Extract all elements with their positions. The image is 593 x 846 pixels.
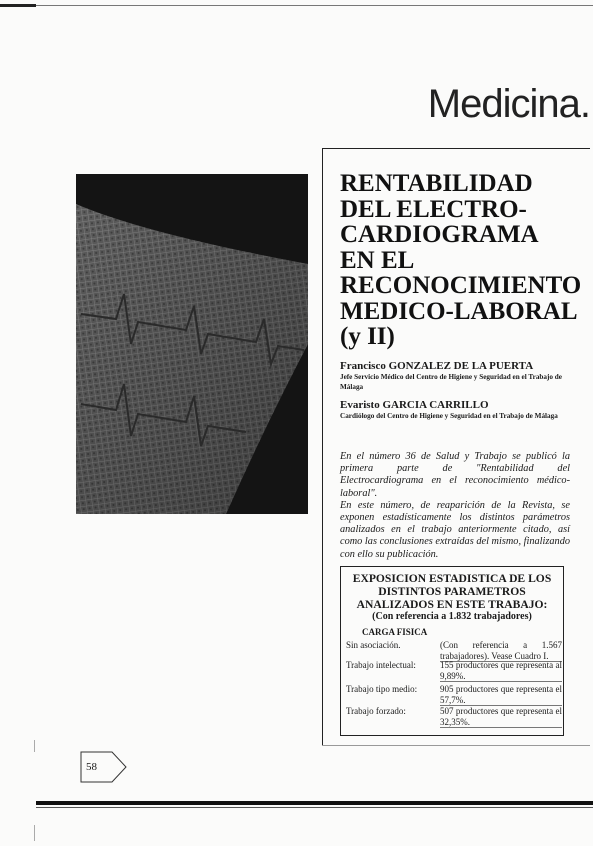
author-role: Cardiólogo del Centro de Higiene y Seguridad en el Trabajo de Málaga [340, 412, 558, 420]
stats-row-label: Sin asociación. [346, 640, 401, 650]
lead-text: En el número 36 de Salud y Trabajo se publicó la primera parte de "Rentabilidad del Electrocardiograma en el reconocimiento médico-laboral". [340, 451, 570, 499]
stats-row-label: Trabajo tipo medio: [346, 684, 418, 694]
stats-box-subtitle: (Con referencia a 1.832 trabajadores) [372, 611, 532, 622]
frame-top-rule [322, 148, 590, 149]
lead-paragraph [340, 451, 570, 561]
stats-row-label: Trabajo forzado: [346, 706, 406, 716]
ecg-photo [76, 174, 308, 514]
margin-mark [34, 825, 35, 841]
frame-bottom-rule [322, 745, 590, 746]
top-rule-mark [0, 4, 36, 7]
stats-row-value: 507 productores que representa el 32,35%. [440, 706, 562, 727]
stats-row-value: 905 productores que representa el 57,7%. [440, 684, 562, 705]
lead-text: En este número, de reaparición de la Revista, se exponen estadísticamente los distintos parámetros analizados en el trabajo anteriormente citado, así como las conclusiones extraídas del mismo, finalizando con ello su publicación. [340, 499, 570, 560]
bottom-rule-thin [36, 807, 593, 808]
author-name: Francisco GONZALEZ DE LA PUERTA [340, 360, 534, 372]
stats-section-label: CARGA FISICA [362, 627, 428, 637]
top-rule [0, 5, 593, 6]
stats-row-label: Trabajo intelectual: [346, 660, 416, 670]
article-title: RENTABILIDAD DEL ELECTRO- CARDIOGRAMA EN EL RECONOCIMIENTO MEDICO-LABORAL (y II) [340, 170, 582, 350]
author-block [340, 360, 570, 392]
section-heading: Medicina. [427, 82, 590, 126]
margin-mark [34, 740, 35, 752]
stats-row-value: (Con referencia a 1.567 trabajadores). Vease Cuadro I. [440, 640, 562, 661]
author-role: Jefe Servicio Médico del Centro de Higiene y Seguridad en el Trabajo de Málaga [340, 373, 562, 391]
author-name: Evaristo GARCIA CARRILLO [340, 399, 489, 411]
stats-box-title: EXPOSICION ESTADISTICA DE LOS DISTINTOS PARAMETROS ANALIZADOS EN ESTE TRABAJO: [352, 572, 552, 611]
author-block [340, 399, 570, 421]
page-number: 58 [86, 761, 97, 773]
stats-row-value: 155 productores que representa al 9,89%. [440, 660, 562, 681]
bottom-rule [36, 801, 593, 805]
frame-left-rule [322, 148, 323, 746]
